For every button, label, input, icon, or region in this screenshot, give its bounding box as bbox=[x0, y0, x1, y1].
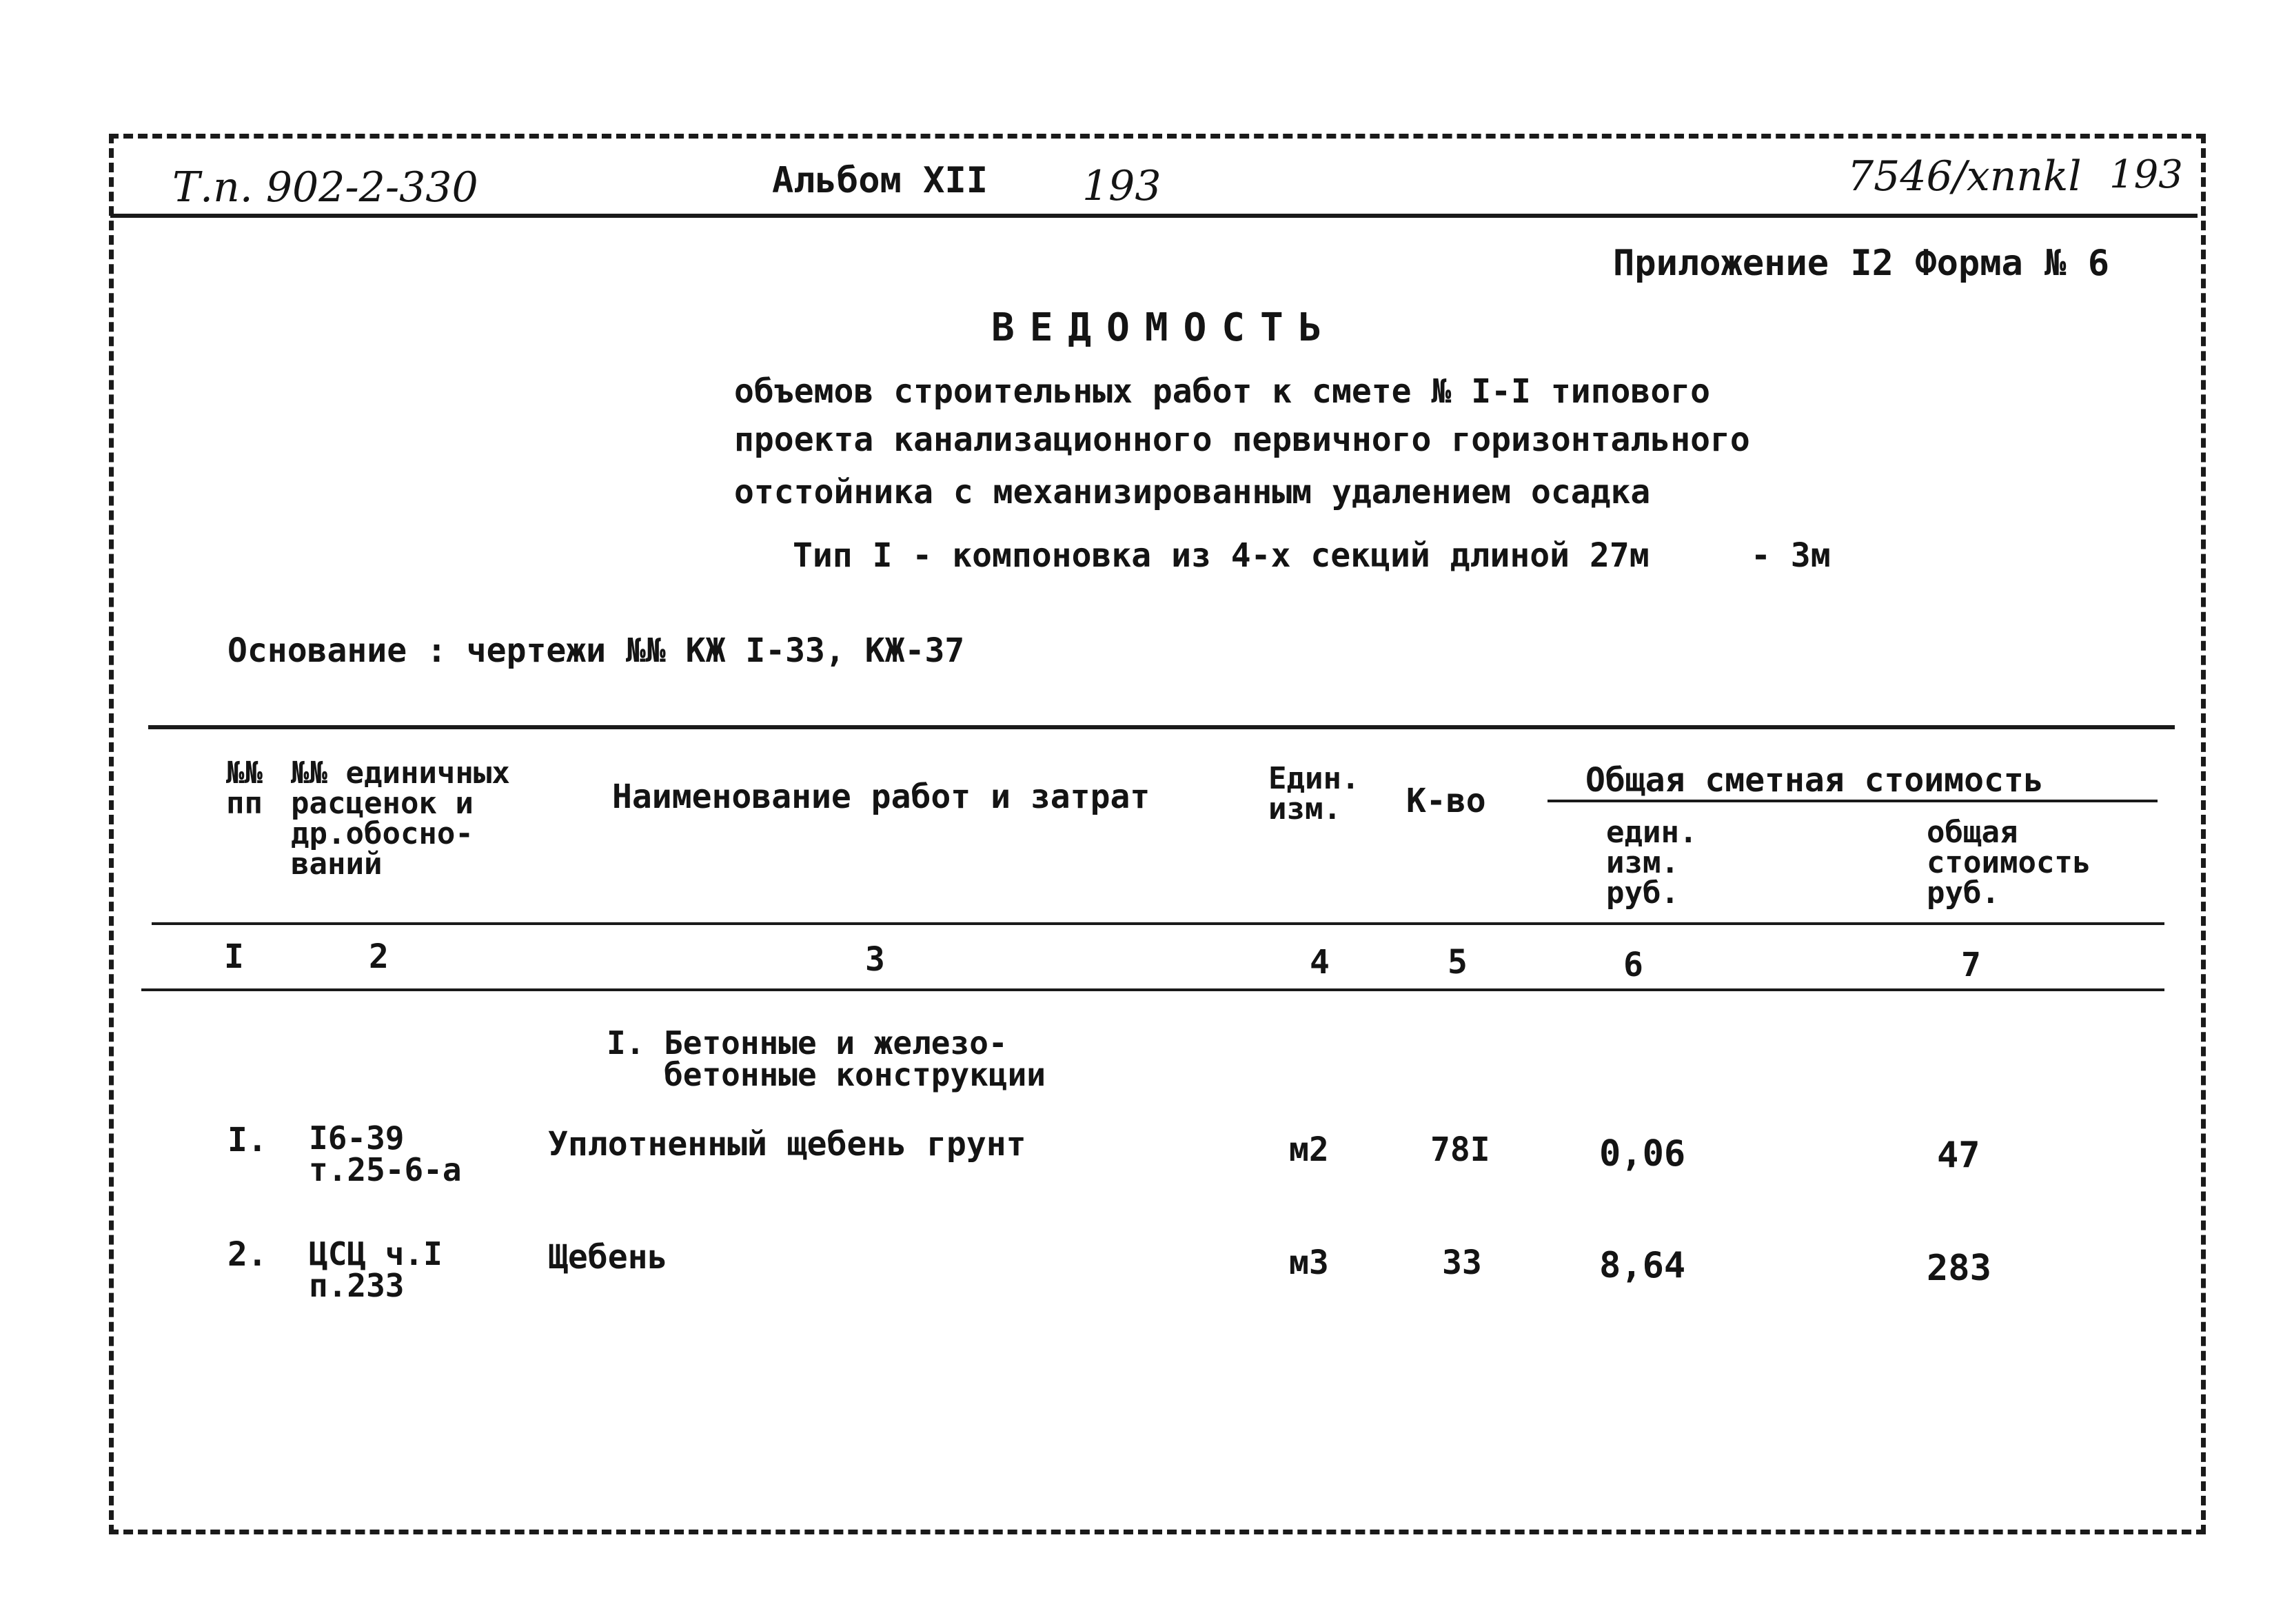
page-number-right: 193 bbox=[2109, 152, 2183, 197]
row-1-num: I. bbox=[227, 1121, 267, 1159]
row-2-qty: 33 bbox=[1442, 1244, 1482, 1282]
header-col-7: общая стоимость руб. bbox=[1927, 815, 2091, 911]
column-number-7: 7 bbox=[1961, 946, 1981, 984]
header-bottom-rule bbox=[152, 922, 2164, 925]
subtitle-line-3: отстойника с механизированным удалением осадка bbox=[734, 473, 1651, 511]
column-number-6: 6 bbox=[1623, 946, 1643, 984]
album-label: Альбом XII bbox=[772, 160, 988, 201]
cost-group-rule bbox=[1548, 800, 2158, 802]
header-col-5: К-во bbox=[1406, 782, 1486, 820]
header-col-1: №№ пп bbox=[226, 755, 263, 821]
row-1-unit-price: 0,06 bbox=[1599, 1133, 1686, 1175]
row-2-name: Щебень bbox=[548, 1238, 668, 1277]
row-1-unit: м2 bbox=[1289, 1130, 1329, 1169]
row-1-qty: 78I bbox=[1430, 1130, 1490, 1169]
column-number-5: 5 bbox=[1448, 943, 1468, 982]
header-cost-group: Общая сметная стоимость bbox=[1585, 761, 2044, 800]
inventory-number: 7546/xnnkl bbox=[1847, 152, 2082, 201]
subtitle-line-1: объемов строительных работ к смете № I-I типового bbox=[734, 372, 1711, 411]
subtitle-line-2: проекта канализационного первичного горизонтального bbox=[734, 420, 1750, 459]
column-number-2: 2 bbox=[369, 937, 389, 976]
column-numbers-rule bbox=[141, 988, 2164, 991]
basis-line: Основание : чертежи №№ КЖ I-33, КЖ-37 bbox=[227, 631, 965, 670]
header-col-6: един. изм. руб. bbox=[1606, 815, 1698, 911]
row-1-total: 47 bbox=[1937, 1135, 1980, 1176]
header-col-3: Наименование работ и затрат bbox=[612, 778, 1150, 816]
row-2-unit: м3 bbox=[1289, 1244, 1329, 1282]
row-1-name: Уплотненный щебень грунт bbox=[548, 1125, 1026, 1164]
row-2-unit-price: 8,64 bbox=[1599, 1245, 1686, 1286]
project-code: Т.п. 902-2-330 bbox=[172, 163, 478, 212]
column-number-1: I bbox=[224, 937, 244, 976]
document-title: ВЕДОМОСТЬ bbox=[991, 305, 1337, 350]
column-number-3: 3 bbox=[865, 940, 885, 979]
stamp-divider bbox=[110, 214, 2198, 218]
row-2-total: 283 bbox=[1927, 1248, 1991, 1289]
header-col-2: №№ единичных расценок и др.обосно- ваний bbox=[291, 755, 510, 882]
type-line: Тип I - компоновка из 4-х секций длиной 27м bbox=[793, 536, 1650, 575]
row-2-num: 2. bbox=[227, 1235, 267, 1274]
page-number-left: 193 bbox=[1082, 162, 1161, 210]
header-col-4: Един. изм. bbox=[1268, 761, 1360, 826]
table-top-rule bbox=[148, 725, 2175, 729]
row-2-code: ЦСЦ ч.I п.233 bbox=[309, 1235, 443, 1304]
row-1-code: I6-39 т.25-6-а bbox=[309, 1119, 462, 1188]
appendix-label: Приложение I2 Форма № 6 bbox=[1613, 243, 2110, 284]
type-line-suffix: - 3м bbox=[1751, 536, 1831, 575]
column-number-4: 4 bbox=[1310, 943, 1330, 982]
section-title: I. Бетонные и железо- бетонные конструкции bbox=[607, 1024, 1046, 1093]
